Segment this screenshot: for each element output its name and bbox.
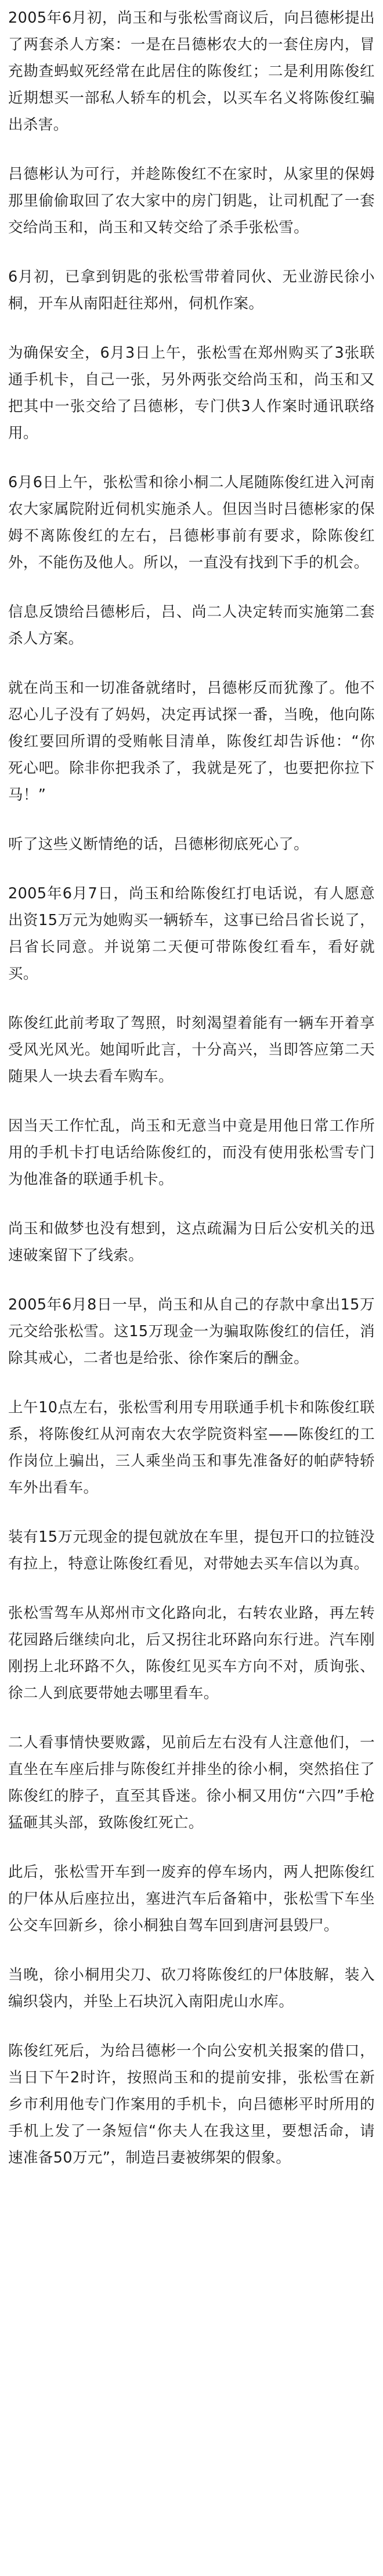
paragraph-12: 尚玉和做梦也没有想到，这点疏漏为日后公安机关的迅速破案留下了线索。 bbox=[8, 1220, 375, 1264]
paragraph-16: 张松雪驾车从郑州市文化路向北，右转农业路，再左转花园路后继续向北，后又拐往北环路向东行进。汽车刚刚拐上北环路不久，陈俊红见买车方向不对，质询张、徐二人到底要带她去哪里看车。 bbox=[8, 1604, 375, 1702]
paragraph-3: 6月初，已拿到钥匙的张松雪带着同伙、无业游民徐小桐，开车从南阳赶往郑州，伺机作案。 bbox=[8, 268, 375, 312]
paragraph-10: 陈俊红此前考取了驾照，时刻渴望着能有一辆车开着享受风光风光。她闻听此言，十分高兴，当即答应第二天随果人一块去看车购车。 bbox=[8, 1014, 375, 1085]
paragraph-14: 上午10点左右，张松雪利用专用联通手机卡和陈俊红联系，将陈俊红从河南农大农学院资料室——陈俊红的工作岗位上骗出，三人乘坐尚玉和事先准备好的帕萨特轿车外出看车。 bbox=[8, 1399, 375, 1496]
paragraph-20: 陈俊红死后，为给吕德彬一个向公安机关报案的借口，当日下午2时许，按照尚玉和的提前安排，张松雪在新乡市利用他专门作案用的手机卡，向吕德彬平时所用的手机上发了一条短信“你夫人在我这里，要想活命，请速准备50万元”，制造吕妻被绑架的假象。 bbox=[8, 2042, 375, 2167]
paragraph-19: 当晚，徐小桐用尖刀、砍刀将陈俊红的尸体肢解，装入编织袋内，并坠上石块沉入南阳虎山水库。 bbox=[8, 1966, 375, 2010]
paragraph-2: 吕德彬认为可行，并趁陈俊红不在家时，从家里的保姆那里偷偷取回了农大家中的房门钥匙，让司机配了一套交给尚玉和，尚玉和又转交给了杀手张松雪。 bbox=[8, 166, 375, 236]
paragraph-13: 2005年6月8日一早，尚玉和从自己的存款中拿出15万元交给张松雪。这15万现金一为骗取陈俊红的信任，消除其戒心，二者也是给张、徐作案后的酬金。 bbox=[8, 1296, 375, 1367]
paragraph-8: 听了这些义断情绝的话，吕德彬彻底死心了。 bbox=[8, 836, 309, 853]
paragraph-11: 因当天工作忙乱，尚玉和无意当中竟是用他日常工作所用的手机卡打电话给陈俊红的，而没有使用张松雪专门为他准备的联通手机卡。 bbox=[8, 1117, 375, 1188]
paragraph-7: 就在尚玉和一切准备就绪时，吕德彬反而犹豫了。他不忍心儿子没有了妈妈，决定再试探一番，当晚，他向陈俊红要回所谓的受贿帐目清单，陈俊红却告诉他：“你死心吧。除非你把我杀了，我就是死了，也要把你拉下马！” bbox=[8, 679, 375, 804]
paragraph-15: 装有15万元现金的提包就放在车里，提包开口的拉链没有拉上，特意让陈俊红看见，对带她去买车信以为真。 bbox=[8, 1528, 375, 1573]
paragraph-6: 信息反馈给吕德彬后，吕、尚二人决定转而实施第二套杀人方案。 bbox=[8, 603, 375, 647]
paragraph-9: 2005年6月7日，尚玉和给陈俊红打电话说，有人愿意出资15万元为她购买一辆轿车，这事已给吕省长说了，吕省长同意。并说第二天便可带陈俊红看车，看好就买。 bbox=[8, 885, 375, 983]
paragraph-1: 2005年6月初，尚玉和与张松雪商议后，向吕德彬提出了两套杀人方案：一是在吕德彬农大的一套住房内，冒充勘查蚂蚁死经常在此居住的陈俊红；二是利用陈俊红近期想买一部私人轿车的机会，以买车名义将陈俊红骗出杀害。 bbox=[8, 9, 375, 134]
paragraph-5: 6月6日上午，张松雪和徐小桐二人尾随陈俊红进入河南农大家属院附近伺机实施杀人。但因当时吕德彬家的保姆不离陈俊红的左右，吕德彬事前有要求，除陈俊红外，不能伤及他人。所以，一直没有找到下手的机会。 bbox=[8, 474, 375, 571]
paragraph-4: 为确保安全，6月3日上午，张松雪在郑州购买了3张联通手机卡，自己一张，另外两张交给尚玉和，尚玉和又把其中一张交给了吕德彬，专门供3人作案时通讯联络用。 bbox=[8, 344, 375, 442]
paragraph-17: 二人看事情快要败露，见前后左右没有人注意他们，一直坐在车座后排与陈俊红并排坐的徐小桐，突然掐住了陈俊红的脖子，直至其昏迷。徐小桐又用仿“六四”手枪猛砸其头部，致陈俊红死亡。 bbox=[8, 1734, 375, 1832]
paragraph-18: 此后，张松雪开车到一废弃的停车场内，两人把陈俊红的尸体从后座拉出，塞进汽车后备箱中，张松雪下车坐公交车回新乡，徐小桐独自驾车回到唐河县毁尸。 bbox=[8, 1863, 375, 1934]
